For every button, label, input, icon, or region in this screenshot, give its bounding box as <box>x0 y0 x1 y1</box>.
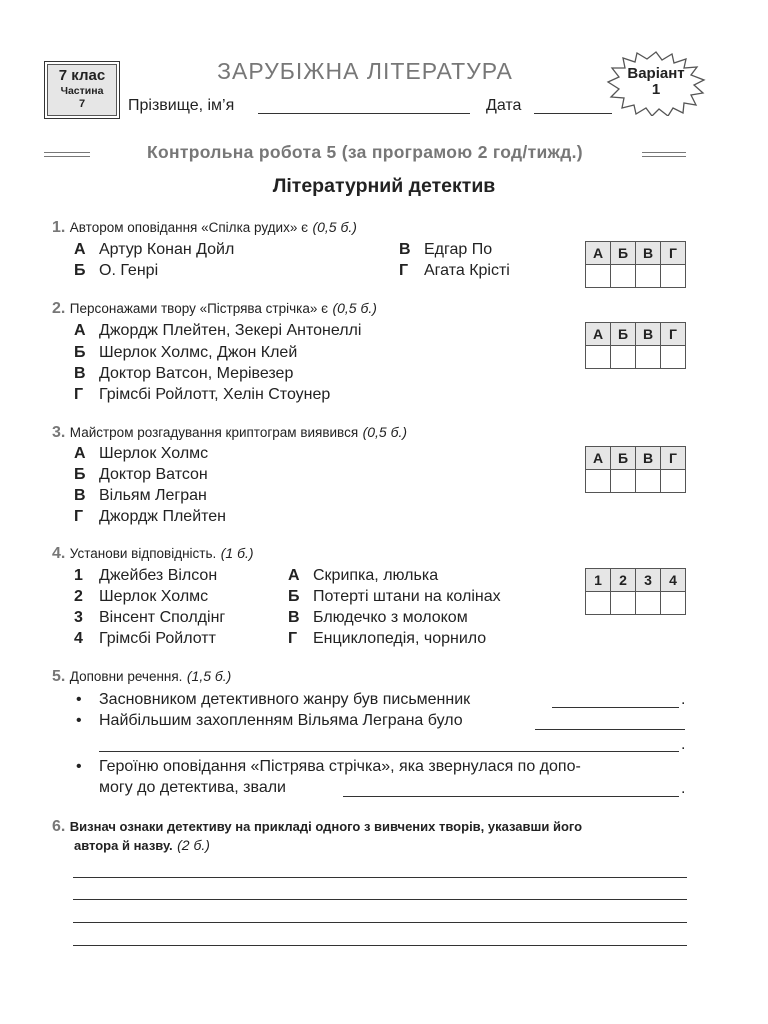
q3-option-c: В Вільям Легран <box>74 487 207 504</box>
question-text: автора й назву. <box>74 838 173 853</box>
q5-item-1-text: Засновником детективного жанру був письменник <box>99 691 471 708</box>
answer-cell[interactable] <box>611 592 636 615</box>
answer-cell[interactable] <box>661 470 686 493</box>
q1-option-d: Г Агата Крісті <box>399 262 510 279</box>
question-number: 4. <box>52 545 66 562</box>
answer-cell[interactable] <box>636 470 661 493</box>
name-label: Прізвище, ім’я <box>128 97 235 114</box>
question-text: Майстром розгадування криптограм виявився <box>69 425 359 440</box>
date-field[interactable] <box>534 113 612 114</box>
answer-cell[interactable] <box>611 346 636 369</box>
q6-answer-line[interactable] <box>73 922 687 923</box>
q3-answer-grid <box>585 446 686 493</box>
answer-cell[interactable] <box>636 346 661 369</box>
q4-left-1: 1 Джейбез Вілсон <box>74 567 218 584</box>
q2-answer-grid <box>585 322 686 369</box>
period: . <box>681 691 686 708</box>
q5-item-3-answer-line[interactable] <box>343 796 679 797</box>
answer-cell[interactable] <box>611 265 636 288</box>
question-points: (0,5 б.) <box>332 300 377 316</box>
bullet: • <box>76 691 82 708</box>
answer-cell[interactable] <box>586 470 611 493</box>
answer-cell[interactable] <box>661 592 686 615</box>
q5-item-2-text: Найбільшим захопленням Вільяма Леграна було <box>99 712 463 729</box>
class-box <box>44 61 120 119</box>
variant-label: Варіант <box>627 65 685 82</box>
question-6-header <box>52 818 582 836</box>
q6-answer-line[interactable] <box>73 945 687 946</box>
q5-item-2-answer-line[interactable] <box>535 729 685 730</box>
question-text: Автором оповідання «Спілка рудих» є <box>69 220 308 235</box>
answer-header: А <box>586 447 611 470</box>
question-1-header <box>52 219 357 237</box>
answer-cell[interactable] <box>661 265 686 288</box>
answer-header: Б <box>611 447 636 470</box>
q4-right-a: А Скрипка, люлька <box>288 567 439 584</box>
answer-header: Б <box>611 323 636 346</box>
answer-header: А <box>586 242 611 265</box>
answer-header: 2 <box>611 569 636 592</box>
period: . <box>681 780 686 797</box>
period: . <box>681 736 686 753</box>
answer-header: Г <box>661 447 686 470</box>
answer-cell[interactable] <box>586 265 611 288</box>
part-label: Частина <box>60 85 104 97</box>
q1-option-b: Б О. Генрі <box>74 262 159 279</box>
answer-header: В <box>636 242 661 265</box>
date-label: Дата <box>486 97 522 114</box>
question-5-header <box>52 668 231 686</box>
answer-cell[interactable] <box>636 592 661 615</box>
q1-option-a: А Артур Конан Дойл <box>74 241 235 258</box>
q2-option-a: А Джордж Плейтен, Зекері Антонеллі <box>74 322 362 339</box>
question-points: (1,5 б.) <box>186 668 232 684</box>
question-points: (2 б.) <box>177 837 210 853</box>
q2-option-d: Г Грімсбі Ройлотт, Хелін Стоунер <box>74 386 331 403</box>
class-label: 7 клас <box>58 67 106 84</box>
answer-header: 3 <box>636 569 661 592</box>
answer-cell[interactable] <box>611 470 636 493</box>
question-number: 1. <box>52 219 66 236</box>
bullet: • <box>76 758 82 775</box>
page-title: Літературний детектив <box>272 175 496 197</box>
answer-header: 4 <box>661 569 686 592</box>
answer-header: Г <box>661 242 686 265</box>
answer-header: 1 <box>586 569 611 592</box>
question-number: 6. <box>52 818 66 835</box>
answer-header: Б <box>611 242 636 265</box>
subtitle-rule-left <box>44 152 90 157</box>
subject-title: ЗАРУБІЖНА ЛІТЕРАТУРА <box>217 58 513 84</box>
question-3-header <box>52 424 407 442</box>
q5-item-3-text-cont: могу до детектива, звали <box>99 779 286 796</box>
test-subtitle: Контрольна робота 5 (за програмою 2 год/тижд.) <box>147 142 583 162</box>
q1-answer-grid <box>585 241 686 288</box>
question-number: 5. <box>52 668 66 685</box>
answer-cell[interactable] <box>661 346 686 369</box>
subtitle-rule-right <box>642 152 686 157</box>
answer-cell[interactable] <box>586 346 611 369</box>
q2-option-c: В Доктор Ватсон, Мерівезер <box>74 365 294 382</box>
q1-option-c: В Едгар По <box>399 241 493 258</box>
q4-right-c: В Блюдечко з молоком <box>288 609 468 626</box>
question-number: 3. <box>52 424 66 441</box>
q3-option-d: Г Джордж Плейтен <box>74 508 227 525</box>
q2-option-b: Б Шерлок Холмс, Джон Клей <box>74 344 298 361</box>
question-number: 2. <box>52 300 66 317</box>
answer-cell[interactable] <box>636 265 661 288</box>
question-text: Персонажами твору «Пістрява стрічка» є <box>69 301 328 316</box>
answer-header: А <box>586 323 611 346</box>
question-points: (0,5 б.) <box>362 424 408 440</box>
question-2-header <box>52 300 377 318</box>
variant-number: 1 <box>651 81 661 98</box>
answer-header: В <box>636 447 661 470</box>
q5-item-2-answer-line-2[interactable] <box>99 751 679 752</box>
question-text: Визнач ознаки детективу на прикладі одного з вивчених творів, указавши його <box>69 819 583 834</box>
variant-label-group <box>606 66 706 98</box>
q6-answer-line[interactable] <box>73 877 687 878</box>
q4-left-2: 2 Шерлок Холмс <box>74 588 209 605</box>
part-number: 7 <box>78 98 86 110</box>
answer-header: Г <box>661 323 686 346</box>
q4-right-b: Б Потерті штани на колінах <box>288 588 501 605</box>
name-field[interactable] <box>258 113 470 114</box>
answer-cell[interactable] <box>586 592 611 615</box>
q6-answer-line[interactable] <box>73 899 687 900</box>
question-text: Установи відповідність. <box>69 546 217 561</box>
q5-item-3-text: Героїню оповідання «Пістрява стрічка», яка звернулася по допо- <box>99 758 581 775</box>
q4-left-3: 3 Вінсент Сполдінг <box>74 609 226 626</box>
answer-header: В <box>636 323 661 346</box>
q4-left-4: 4 Грімсбі Ройлотт <box>74 630 216 647</box>
question-points: (1 б.) <box>220 545 254 561</box>
q3-option-b: Б Доктор Ватсон <box>74 466 208 483</box>
q4-right-d: Г Енциклопедія, чорнило <box>288 630 487 647</box>
question-4-header <box>52 545 254 563</box>
q4-answer-grid <box>585 568 686 615</box>
question-6-header-cont <box>74 837 210 855</box>
q5-item-1-answer-line[interactable] <box>552 707 679 708</box>
question-points: (0,5 б.) <box>312 219 357 235</box>
bullet: • <box>76 712 82 729</box>
q3-option-a: А Шерлок Холмс <box>74 445 209 462</box>
question-text: Доповни речення. <box>69 669 183 684</box>
